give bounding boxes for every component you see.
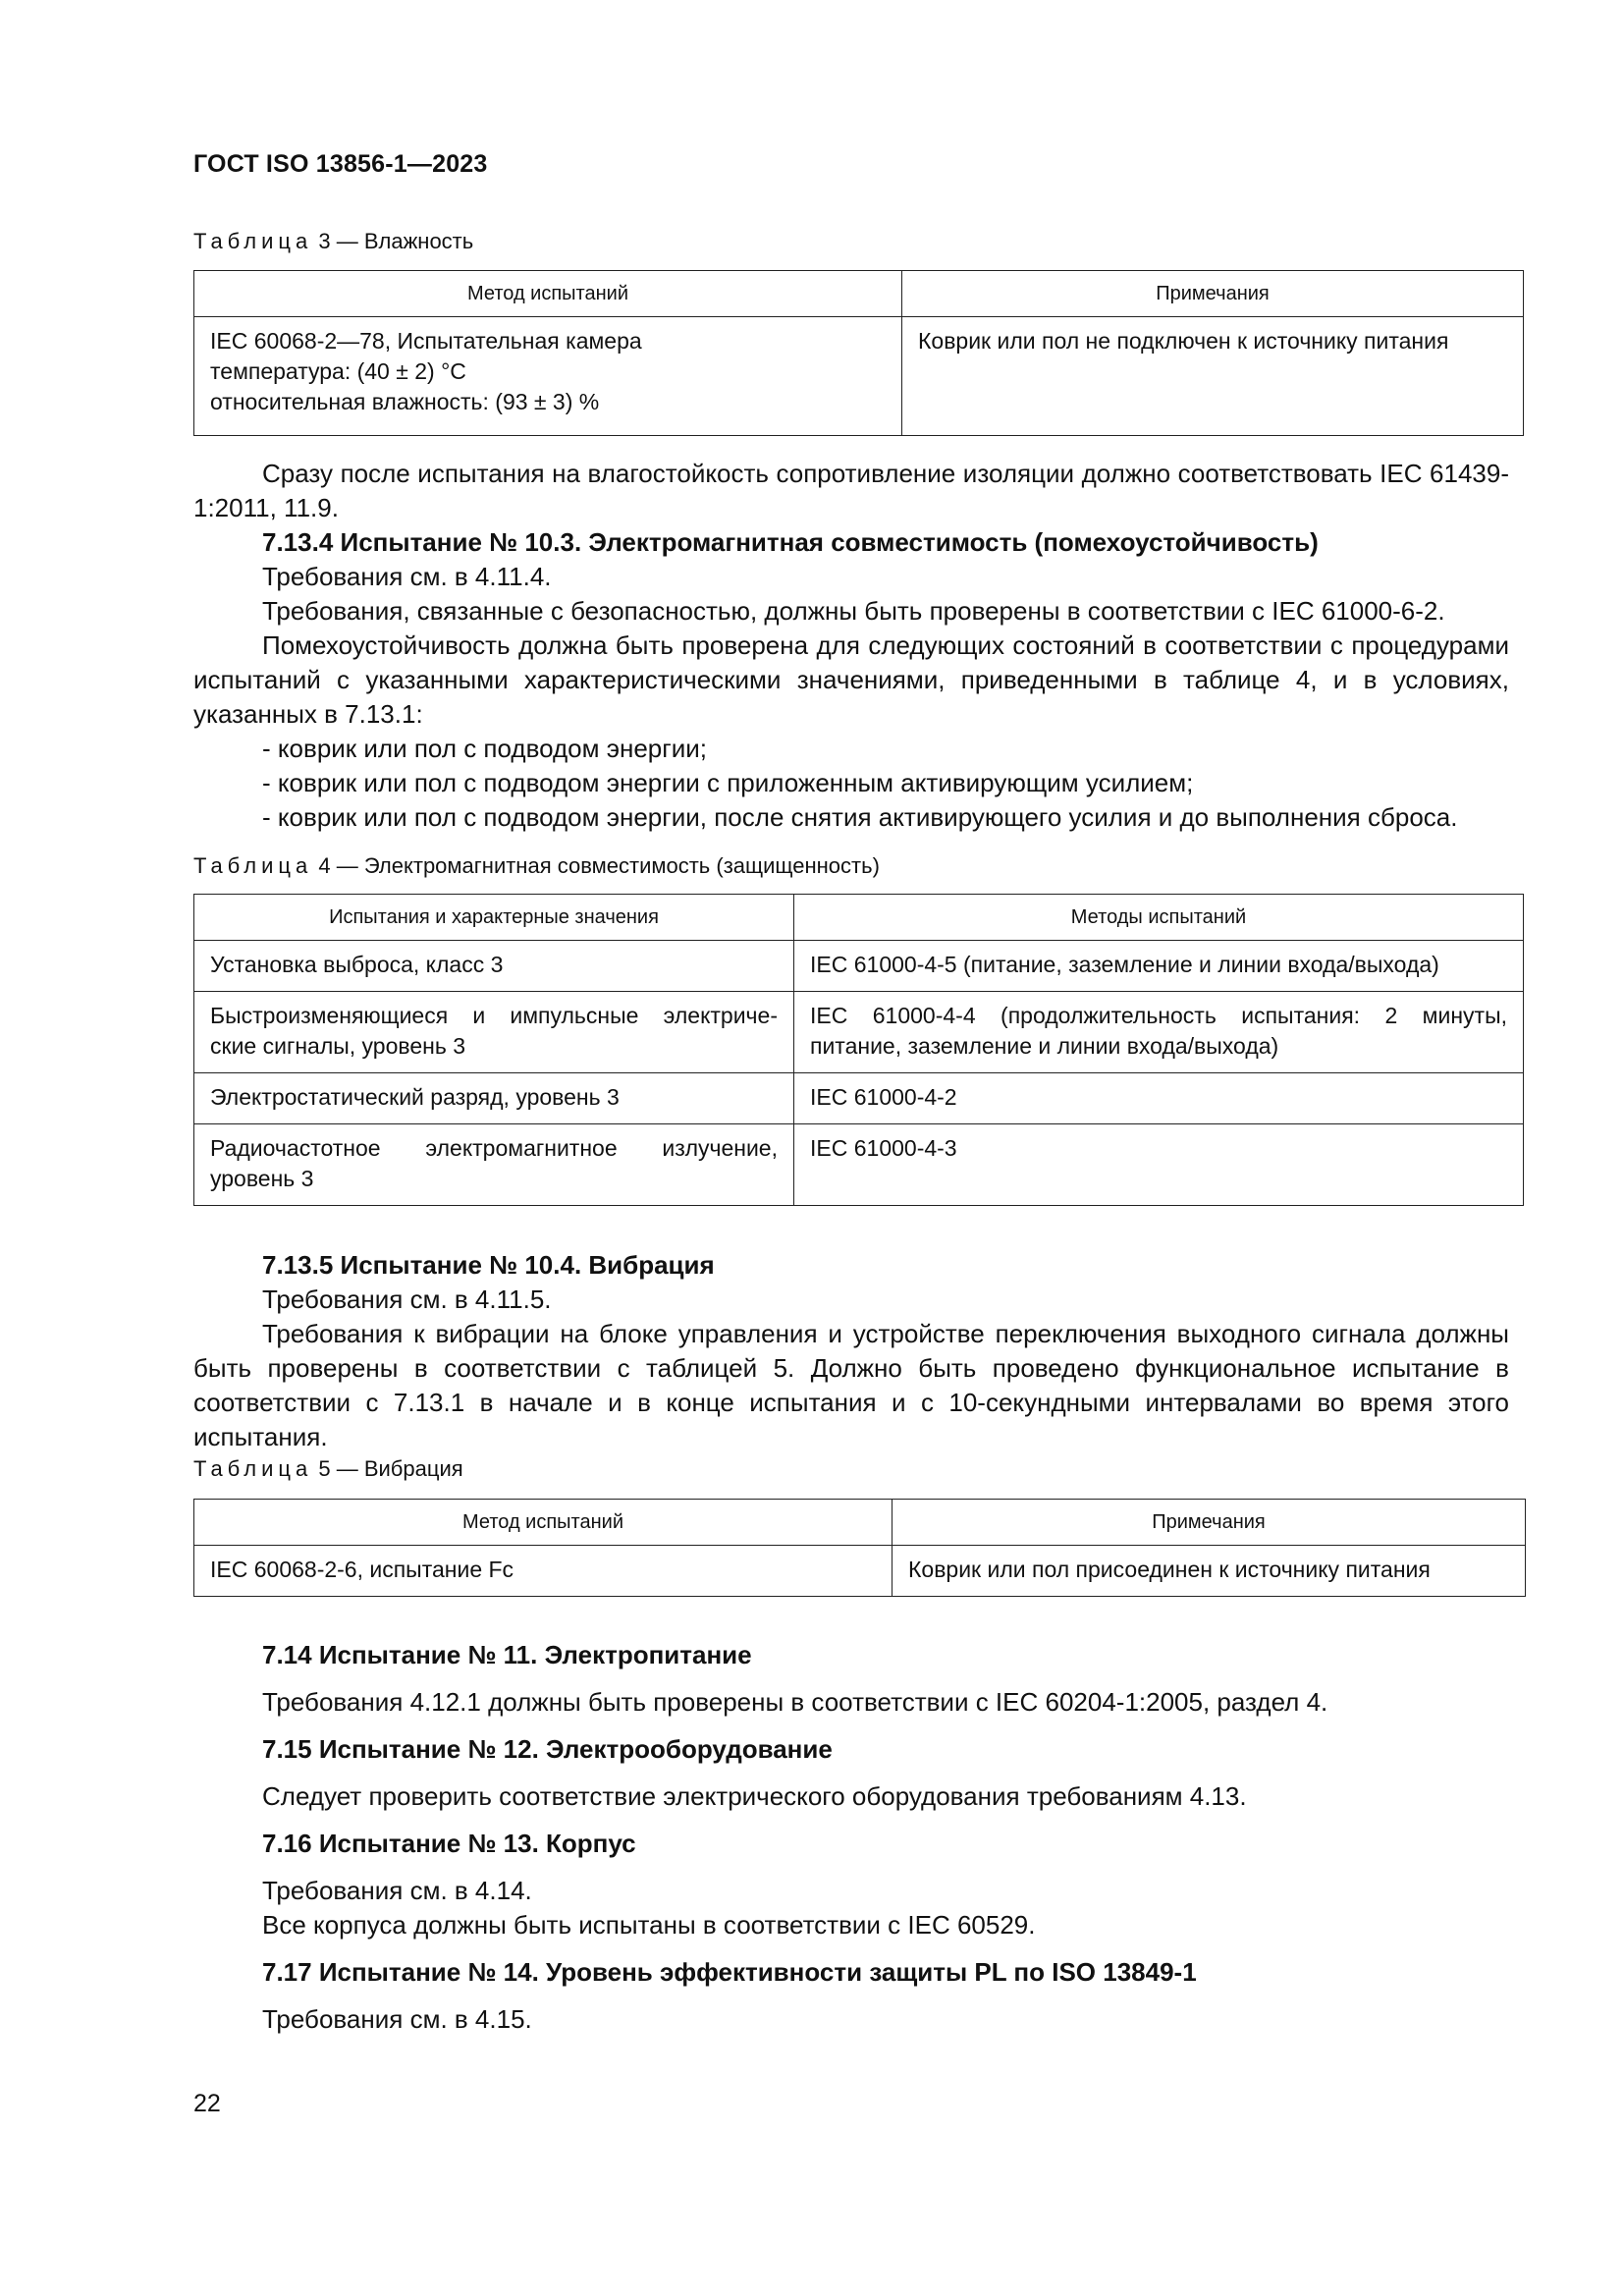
table4-method-line: IEC 61000-4-4 (продолжительность испытания: 2 минуты, (810, 1003, 1507, 1028)
paragraph: Следует проверить соответствие электрического оборудования требованиям 4.13. (262, 1781, 1247, 1811)
paragraph: Все корпуса должны быть испытаны в соответствии с IEC 60529. (262, 1910, 1036, 1940)
table-row (194, 317, 1524, 436)
table3-header-notes: Примечания (902, 271, 1524, 317)
table4-header-methods: Методы испытаний (794, 895, 1524, 941)
section-heading-7-13-5: 7.13.5 Испытание № 10.4. Вибрация (262, 1250, 715, 1280)
table4 (193, 894, 1524, 1206)
section-heading-7-15: 7.15 Испытание № 12. Электрооборудование (262, 1734, 833, 1764)
table4-cell-test: Электростатический разряд, уровень 3 (194, 1073, 794, 1124)
document-header: ГОСТ ISO 13856-1—2023 (193, 150, 488, 178)
table5-header-method: Метод испытаний (194, 1500, 893, 1546)
table5-cell-method: IEC 60068-2-6, испытание Fc (194, 1546, 893, 1597)
table4-cell-test (194, 992, 794, 1073)
paragraph: Требования см. в 4.11.5. (262, 1285, 552, 1314)
paragraph: Требования 4.12.1 должны быть проверены в соответствии с IEC 60204-1:2005, раздел 4. (262, 1687, 1328, 1717)
table-row (194, 1073, 1524, 1124)
table4-caption (193, 853, 880, 879)
table-row (194, 992, 1524, 1073)
table5-caption-prefix: Таблица (193, 1456, 313, 1481)
list-item: - коврик или пол с подводом энергии с приложенным активирующим усилием; (262, 768, 1194, 797)
table5-cell-note: Коврик или пол присоединен к источнику питания (893, 1546, 1526, 1597)
paragraph: Требования см. в 4.15. (262, 2004, 532, 2034)
table3-cell-method (194, 317, 902, 436)
paragraph: Требования к вибрации на блоке управления и устройстве переключения выходного сигнала должны быть проверены в соответствии с таблицей 5. Должно быть проведено функциональное испытание в соответствии с 7.13.1 в начале и в конце испытания и с 10-секундными интервалами во время этого испытания. (193, 1319, 1509, 1451)
text-block-1 (193, 457, 1509, 835)
table3-method-line: температура: (40 ± 2) °С (210, 358, 466, 384)
table4-test-line: ские сигналы, уровень 3 (210, 1033, 465, 1059)
table3-method-line: IEC 60068-2—78, Испытательная камера (210, 328, 642, 354)
table3 (193, 270, 1524, 436)
table4-caption-prefix: Таблица (193, 853, 313, 878)
list-item: - коврик или пол с подводом энергии; (262, 734, 708, 763)
table-row (194, 941, 1524, 992)
table4-cell-method (794, 992, 1524, 1073)
table3-cell-note: Коврик или пол не подключен к источнику питания (902, 317, 1524, 436)
paragraph: Сразу после испытания на влагостойкость сопротивление изоляции должно соответствовать IEC 61439-1:2011, 11.9. (193, 459, 1509, 522)
section-heading-7-16: 7.16 Испытание № 13. Корпус (262, 1829, 636, 1858)
table4-test-line: Быстроизменяющиеся и импульсные электриче- (210, 1003, 778, 1028)
paragraph: Требования см. в 4.11.4. (262, 562, 552, 591)
table5-header-notes: Примечания (893, 1500, 1526, 1546)
table5 (193, 1499, 1526, 1597)
table5-caption (193, 1456, 463, 1482)
section-heading-7-13-4: 7.13.4 Испытание № 10.3. Электромагнитная совместимость (помехоустойчивость) (262, 527, 1319, 557)
text-block-2 (193, 1248, 1509, 1454)
table4-header-tests: Испытания и характерные значения (194, 895, 794, 941)
table3-header-method: Метод испытаний (194, 271, 902, 317)
table-row (194, 1124, 1524, 1206)
table5-caption-text: 5 — Вибрация (312, 1456, 463, 1481)
page-number: 22 (193, 2090, 221, 2117)
table3-caption-prefix: Таблица (193, 229, 313, 253)
table3-method-line: относительная влажность: (93 ± 3) % (210, 389, 600, 414)
table4-method-line: питание, заземление и линии входа/выхода) (810, 1033, 1279, 1059)
section-heading-7-14: 7.14 Испытание № 11. Электропитание (262, 1640, 752, 1669)
text-block-3 (193, 1638, 1509, 2037)
table4-cell-test: Установка выброса, класс 3 (194, 941, 794, 992)
table4-cell-method: IEC 61000-4-5 (питание, заземление и линии входа/выхода) (794, 941, 1524, 992)
table4-test-line: уровень 3 (210, 1166, 314, 1191)
section-heading-7-17: 7.17 Испытание № 14. Уровень эффективности защиты PL по ISO 13849-1 (262, 1957, 1197, 1987)
table4-cell-method: IEC 61000-4-3 (794, 1124, 1524, 1206)
paragraph: Требования, связанные с безопасностью, должны быть проверены в соответствии с IEC 61000-6-2. (262, 596, 1445, 626)
table3-caption-text: 3 — Влажность (312, 229, 474, 253)
table4-cell-method: IEC 61000-4-2 (794, 1073, 1524, 1124)
table4-test-line: Радиочастотное электромагнитное излучение, (210, 1135, 778, 1161)
paragraph: Помехоустойчивость должна быть проверена для следующих состояний в соответствии с процедурами испытаний с указанными характеристическими значениями, приведенными в таблице 4, и в условиях, указанных в 7.13.1: (193, 630, 1509, 729)
table3-caption (193, 229, 473, 254)
table4-cell-test (194, 1124, 794, 1206)
paragraph: Требования см. в 4.14. (262, 1876, 532, 1905)
list-item: - коврик или пол с подводом энергии, после снятия активирующего усилия и до выполнения сброса. (262, 802, 1458, 832)
table4-caption-text: 4 — Электромагнитная совместимость (защищенность) (312, 853, 880, 878)
table-row (194, 1546, 1526, 1597)
